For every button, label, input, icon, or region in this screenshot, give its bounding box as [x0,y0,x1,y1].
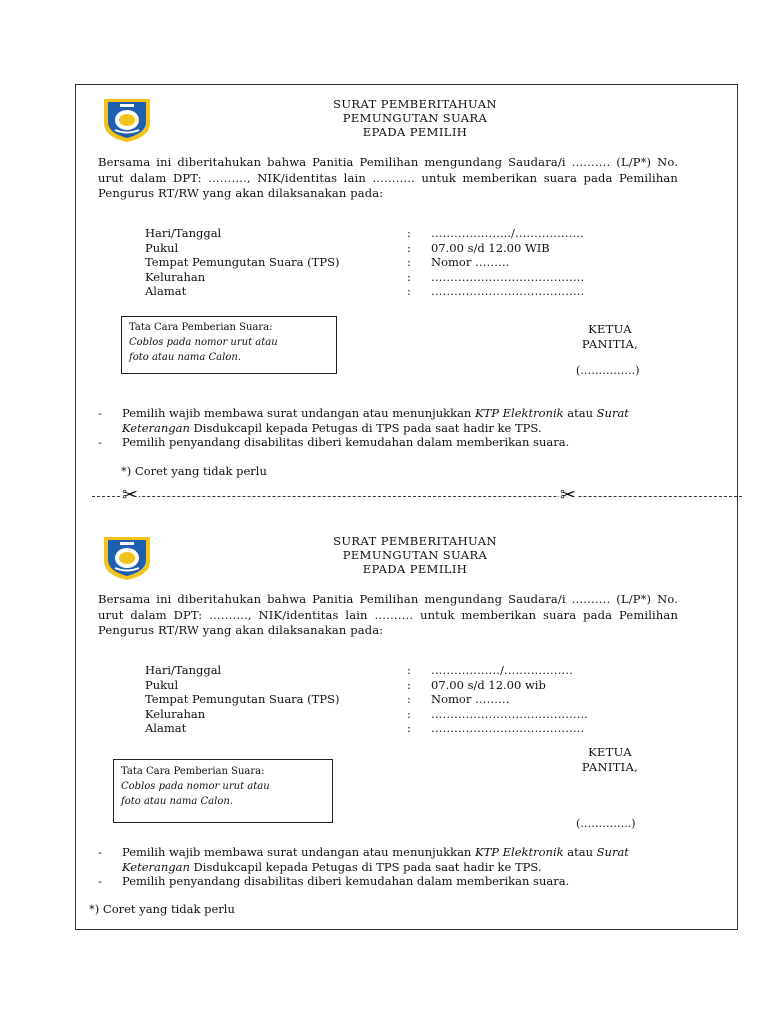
detail-value: ………………/……………… [431,663,573,677]
detail-value: Nomor ……… [431,255,510,269]
detail-colon: : [407,663,411,677]
scissors-icon: ✂ [560,484,576,506]
note-text: Disdukcapil kepada Petugas di TPS pada saat hadir ke TPS. [189,859,542,874]
signature-name-blank: (……………) [576,364,640,377]
election-details [145,663,645,736]
note-bullet: - [98,406,102,420]
procedure-title: Tata Cara Pemberian Suara: [121,766,265,777]
detail-label: Tempat Pemungutan Suara (TPS) [145,692,340,706]
voter-notes [98,845,688,889]
detail-row-tps [145,692,645,707]
letter-title [230,534,600,576]
detail-row-date [145,663,645,678]
detail-colon: : [407,226,411,240]
detail-colon: : [407,255,411,269]
signature-line-2: PANITIA, [581,760,639,774]
detail-row-date [145,226,645,241]
detail-colon: : [407,269,411,284]
detail-label: Hari/Tanggal [145,226,222,240]
title-line-3: EPADA PEMILIH [362,562,468,576]
title-line-2: PEMUNGUTAN SUARA [342,111,488,125]
note-italic-ktp: KTP Elektronik [475,406,564,420]
note-id-requirement [98,845,688,874]
voting-procedure-box [121,316,337,374]
detail-value: …………………………………. [431,269,585,284]
procedure-line-2: foto atau nama Calon. [129,352,241,363]
signature-line-1: KETUA [588,322,632,336]
detail-label: Alamat [145,284,187,298]
detail-value: ………………………………….. [431,706,588,721]
detail-row-kelurahan [145,707,645,722]
signature-line-1: KETUA [588,745,632,759]
title-line-1: SURAT PEMBERITAHUAN [333,97,497,111]
detail-colon: : [407,677,411,692]
detail-row-tps [145,255,645,270]
detail-row-alamat [145,284,645,299]
title-line-3: EPADA PEMILIH [362,125,468,139]
detail-label: Tempat Pemungutan Suara (TPS) [145,255,340,269]
intro-paragraph: Bersama ini diberitahukan bahwa Panitia Pemilihan mengundang Saudara/i ………. (L/P*) No. urut dalam DPT: ………., NIK/identitas lain ………. untuk memberikan suara pada Pemilihan Pengurus RT/RW yang akan dilaksanakan pada: [98,592,678,637]
municipal-emblem-logo [100,97,154,143]
title-line-2: PEMUNGUTAN SUARA [342,548,488,562]
procedure-line-1: Coblos pada nomor urut atau [129,337,278,348]
voting-procedure-box [113,759,333,823]
title-line-1: SURAT PEMBERITAHUAN [333,534,497,548]
signature-name-blank: (…………..) [576,817,636,830]
detail-row-time [145,241,645,256]
note-italic-surat: Surat Keterangan [122,845,629,874]
detail-colon: : [407,240,411,255]
footnote: *) Coret yang tidak perlu [121,464,267,478]
detail-colon: : [407,706,411,721]
cut-line [92,496,742,497]
note-text: Disdukcapil kepada Petugas di TPS pada saat hadir ke TPS. [189,420,542,435]
detail-label: Hari/Tanggal [145,663,222,677]
committee-signature [565,322,655,352]
detail-row-kelurahan [145,270,645,285]
note-text: Pemilih penyandang disabilitas diberi kemudahan dalam memberikan suara. [122,874,570,888]
detail-label: Pukul [145,240,179,255]
detail-label: Alamat [145,721,187,735]
note-bullet: - [98,435,102,449]
letter-title [230,97,600,139]
note-text: atau [563,845,597,859]
note-italic-surat: Surat Keterangan [122,406,629,435]
signature-line-2: PANITIA, [581,337,639,351]
detail-value: …………………………………. [431,721,585,735]
detail-label: Kelurahan [145,269,206,284]
municipal-emblem-logo [100,535,154,581]
note-disability [98,874,688,889]
note-text: Pemilih penyandang disabilitas diberi kemudahan dalam memberikan suara. [122,435,570,449]
detail-colon: : [407,692,411,706]
procedure-line-2: foto atau nama Calon. [121,796,233,807]
committee-signature [565,745,655,775]
intro-paragraph: Bersama ini diberitahukan bahwa Panitia Pemilihan mengundang Saudara/i ………. (L/P*) No. urut dalam DPT: ………., NIK/identitas lain ……….. untuk memberikan suara pada Pemilihan Pengurus RT/RW yang akan dilaksanakan pada: [98,155,678,200]
detail-row-time [145,678,645,693]
note-text: atau [563,406,597,420]
detail-value: ……………….../……………… [431,226,584,240]
note-text: Pemilih wajib membawa surat undangan atau menunjukkan [122,845,475,859]
note-text: Pemilih wajib membawa surat undangan atau menunjukkan [122,406,475,420]
detail-row-alamat [145,721,645,736]
detail-colon: : [407,721,411,735]
note-id-requirement [98,406,688,435]
detail-value: 07.00 s/d 12.00 WIB [431,240,550,255]
note-bullet: - [98,874,102,888]
detail-label: Pukul [145,677,179,692]
election-details [145,226,645,299]
detail-value: 07.00 s/d 12.00 wib [431,677,546,692]
detail-label: Kelurahan [145,706,206,721]
scissors-icon: ✂ [122,484,138,506]
note-bullet: - [98,845,102,859]
note-disability [98,435,688,450]
procedure-title: Tata Cara Pemberian Suara: [129,322,273,333]
detail-colon: : [407,284,411,298]
detail-value: Nomor ……… [431,692,510,706]
note-italic-ktp: KTP Elektronik [475,845,564,859]
procedure-line-1: Coblos pada nomor urut atau [121,781,270,792]
voter-notes [98,406,688,450]
footnote: *) Coret yang tidak perlu [89,902,235,916]
detail-value: …………………………………. [431,284,585,298]
